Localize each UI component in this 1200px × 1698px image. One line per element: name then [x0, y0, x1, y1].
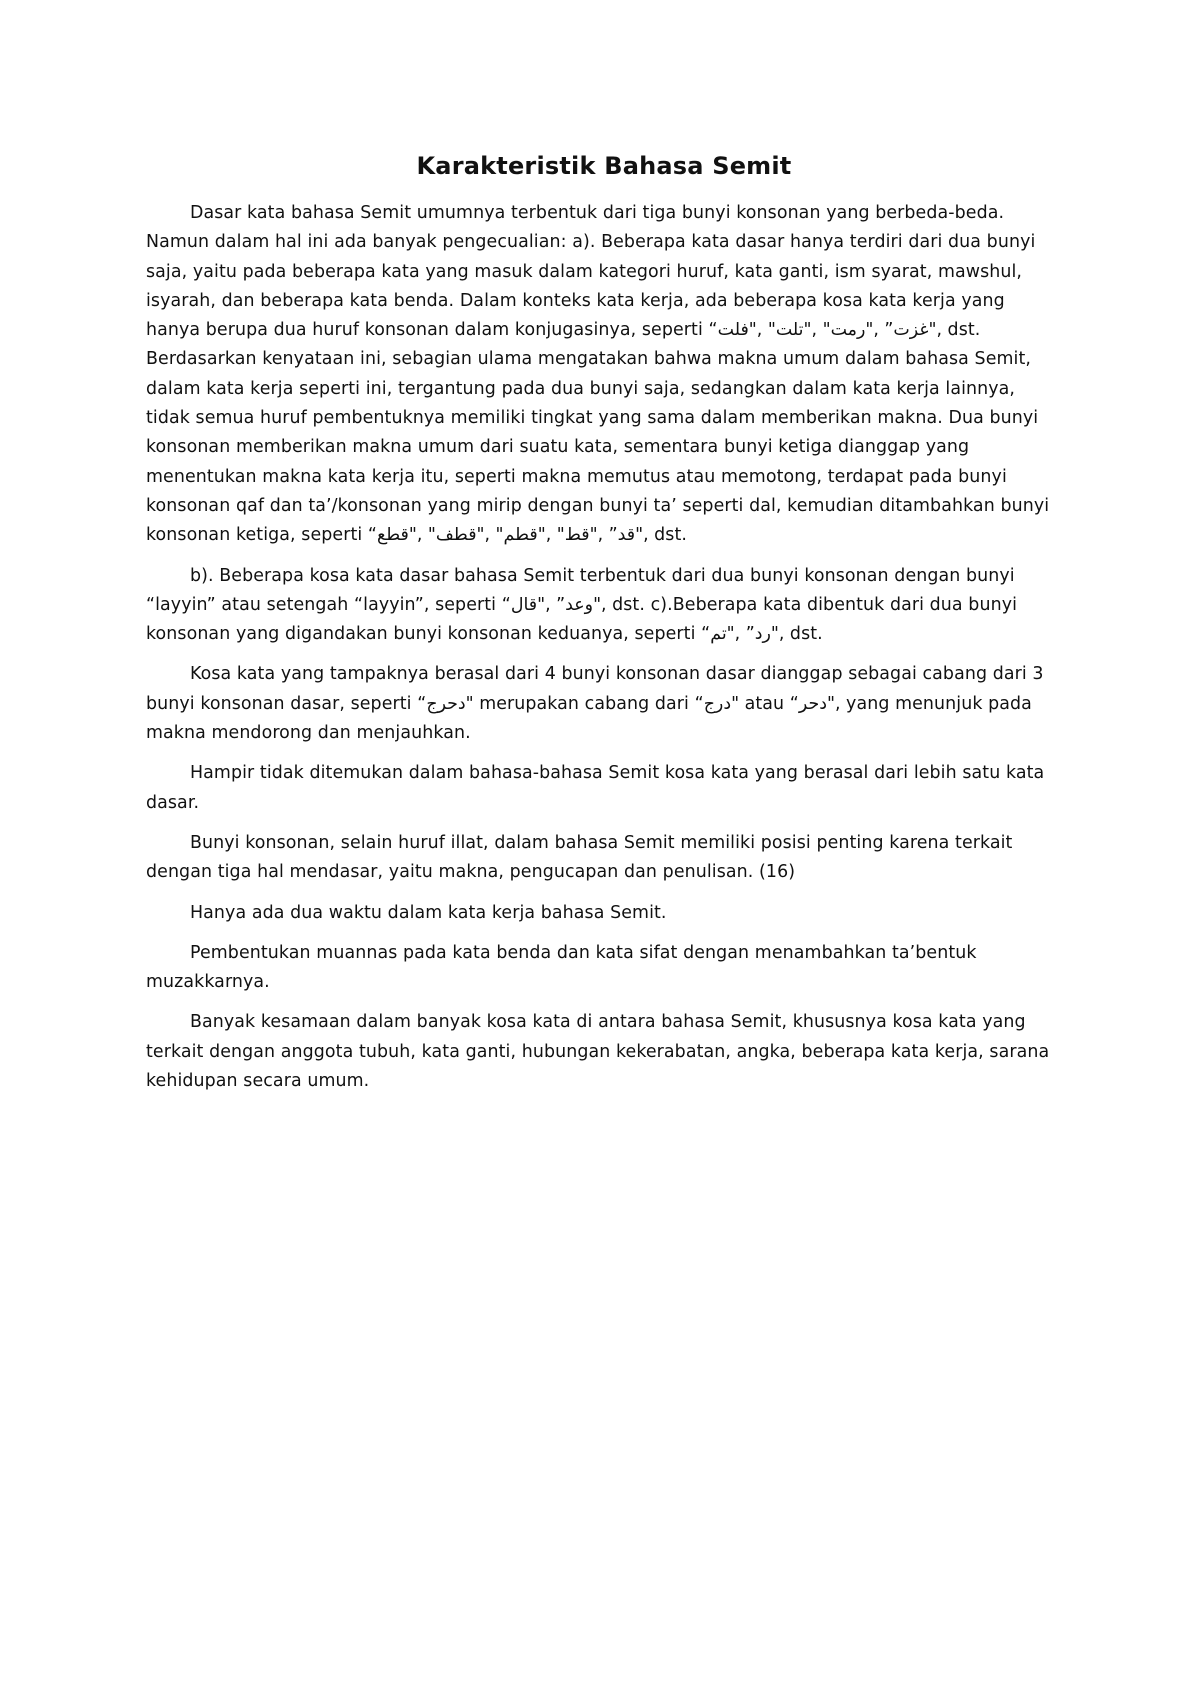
document-body [146, 150, 1062, 1107]
paragraph-1: Dasar kata bahasa Semit umumnya terbentuk dari tiga bunyi konsonan yang berbeda-beda. Namun dalam hal ini ada banyak pengecualian: a). Beberapa kata dasar hanya terdiri dari dua bunyi saja, yaitu pada beberapa kata yang masuk dalam kategori huruf, kata ganti, ism syarat, mawshul, isyarah, dan beberapa kata benda. Dalam konteks kata kerja, ada beberapa kosa kata kerja yang hanya berupa dua huruf konsonan dalam konjugasinya, seperti “غزت” ,"رمت" ,"تلت" ,"فلت", dst. Berdasarkan kenyataan ini, sebagian ulama mengatakan bahwa makna umum dalam bahasa Semit, dalam kata kerja seperti ini, tergantung pada dua bunyi saja, sedangkan dalam kata kerja lainnya, tidak semua huruf pembentuknya memiliki tingkat yang sama dalam memberikan makna. Dua bunyi konsonan memberikan makna umum dari suatu kata, sementara bunyi ketiga dianggap yang menentukan makna kata kerja itu, seperti makna memutus atau memotong, terdapat pada bunyi konsonan qaf dan ta’/konsonan yang mirip dengan bunyi ta’ seperti dal, kemudian ditambahkan bunyi konsonan ketiga, seperti “قد” ,"قط" ,"قطم" ,"قطف" ,"قطع", dst. [146, 203, 1050, 546]
paragraph-6: Hanya ada dua waktu dalam kata kerja bahasa Semit. [190, 902, 667, 923]
paragraph-3: Kosa kata yang tampaknya berasal dari 4 bunyi konsonan dasar dianggap sebagai cabang dari 3 bunyi konsonan dasar, seperti “دحرج" merupakan cabang dari “درج" atau “دحر", yang menunjuk pada makna mendorong dan menjauhkan. [146, 664, 1044, 744]
paragraph-8: Banyak kesamaan dalam banyak kosa kata di antara bahasa Semit, khususnya kosa kata yang terkait dengan anggota tubuh, kata ganti, hubungan kekerabatan, angka, beberapa kata kerja, sarana kehidupan secara umum. [146, 1012, 1050, 1092]
paragraph-5: Bunyi konsonan, selain huruf illat, dalam bahasa Semit memiliki posisi penting karena terkait dengan tiga hal mendasar, yaitu makna, pengucapan dan penulisan. (16) [146, 832, 1013, 883]
paragraph-7: Pembentukan muannas pada kata benda dan kata sifat dengan menambahkan ta’bentuk muzakkarnya. [146, 942, 977, 993]
document-title: Karakteristik Bahasa Semit [416, 152, 792, 180]
paragraph-2: b). Beberapa kosa kata dasar bahasa Semit terbentuk dari dua bunyi konsonan dengan bunyi “layyin” atau setengah “layyin”, seperti “وعد” ,"قال", dst. c).Beberapa kata dibentuk dari dua bunyi konsonan yang digandakan bunyi konsonan keduanya, seperti “رد” ,"تم", dst. [146, 565, 1018, 645]
paragraph-4: Hampir tidak ditemukan dalam bahasa-bahasa Semit kosa kata yang berasal dari lebih satu kata dasar. [146, 763, 1045, 813]
